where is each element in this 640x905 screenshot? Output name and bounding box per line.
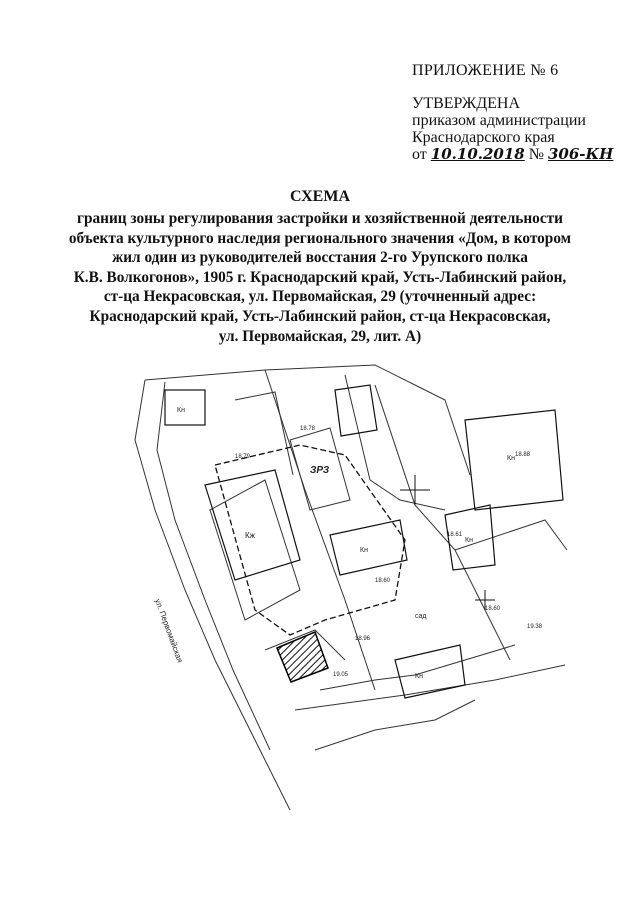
subtitle-line: ст-ца Некрасовская, ул. Первомайская, 29 (уточненный адрес: xyxy=(103,288,537,306)
building-label: Кн xyxy=(177,407,185,414)
elevation-mark: 19.05 xyxy=(333,672,349,678)
appendix-number: ПРИЛОЖЕНИЕ № 6 xyxy=(412,62,559,79)
approval-authority-line1: приказом администрации xyxy=(412,112,586,129)
building-label: Кн xyxy=(415,673,423,680)
elevation-mark: 18.79 xyxy=(235,454,251,460)
cadastral-map xyxy=(115,360,575,820)
building-label: Кж xyxy=(245,531,256,540)
elevation-mark: 18.60 xyxy=(375,578,391,584)
subtitle-line: Краснодарский край, Усть-Лабинский район, ст-ца Некрасовская, xyxy=(89,307,551,325)
heritage-object xyxy=(277,632,328,682)
parcel-lines xyxy=(135,365,567,810)
order-date: 10.10.2018 xyxy=(430,145,525,163)
document-subtitle xyxy=(60,209,580,346)
order-number: 306-КН xyxy=(548,145,614,163)
elevation-mark: 18.78 xyxy=(300,426,316,432)
building-label: Кн xyxy=(360,547,368,554)
document-title: СХЕМА xyxy=(289,188,351,205)
elevation-mark: 18.96 xyxy=(355,636,371,642)
elevation-mark: 19.38 xyxy=(527,624,543,630)
approval-authority-line2: Краснодарского края xyxy=(412,129,555,146)
subtitle-line: жил один из руководителей восстания 2-го Урупского полка xyxy=(112,249,528,267)
area-label: сад xyxy=(415,613,427,620)
subtitle-line: ул. Первомайская, 29, лит. А) xyxy=(218,327,422,345)
zone-label: ЗРЗ xyxy=(310,465,330,476)
orientation-mark-icon xyxy=(400,475,495,610)
order-prefix: от xyxy=(412,146,427,163)
order-reference xyxy=(412,146,613,163)
approval-block xyxy=(412,95,613,163)
buildings xyxy=(165,385,563,698)
elevation-mark: 18.88 xyxy=(515,452,531,458)
order-number-label: № xyxy=(528,146,544,163)
elevation-mark: 18.60 xyxy=(485,606,501,612)
approval-status: УТВЕРЖДЕНА xyxy=(412,95,521,112)
elevation-mark: 18.61 xyxy=(447,532,463,538)
subtitle-line: границ зоны регулирования застройки и хозяйственной деятельности xyxy=(77,210,563,227)
subtitle-line: К.В. Волкогонов», 1905 г. Краснодарский край, Усть-Лабинский район, xyxy=(73,268,567,286)
building-label: Кн xyxy=(507,455,515,462)
building-label: Кн xyxy=(465,537,473,544)
subtitle-line: объекта культурного наследия регионального значения «Дом, в котором xyxy=(68,229,572,247)
street-label: ул. Первомайская xyxy=(153,597,185,664)
